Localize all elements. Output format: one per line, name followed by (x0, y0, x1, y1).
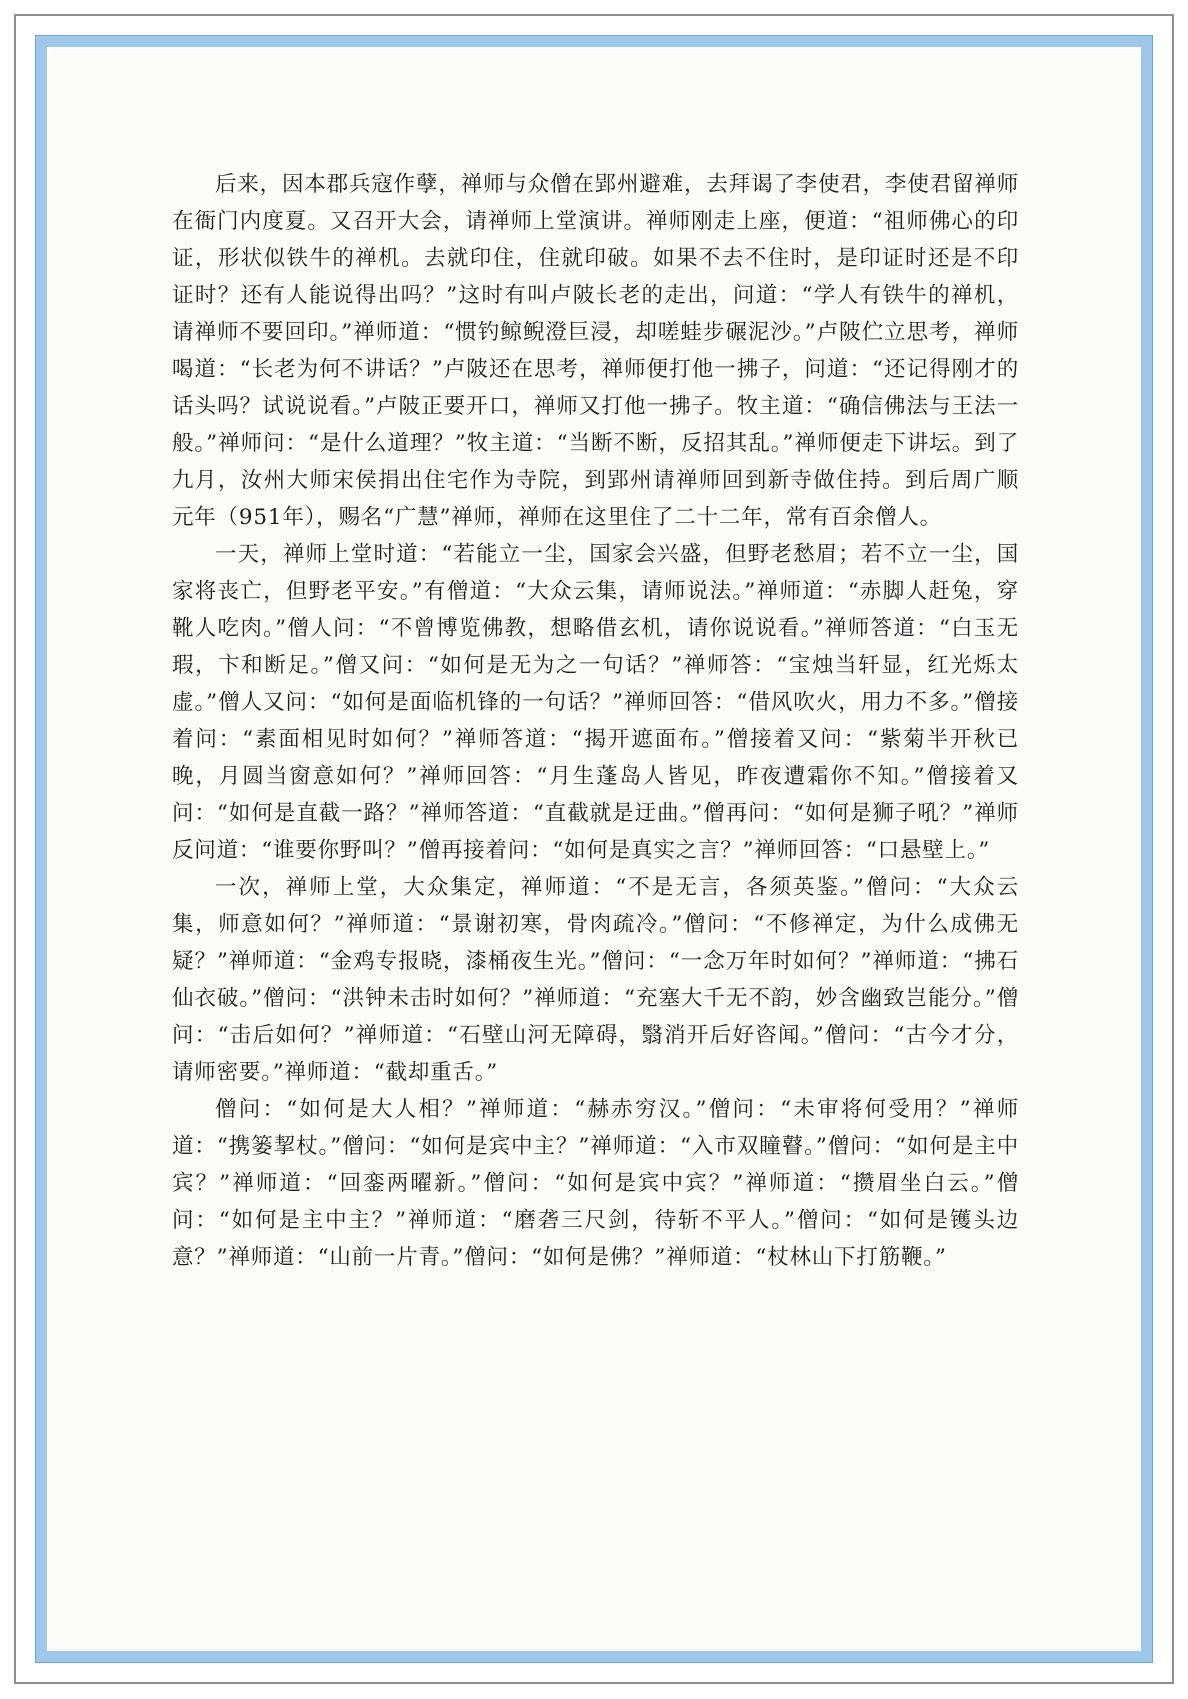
paragraph-4: 僧问：“如何是大人相？”禅师道：“赫赤穷汉。”僧问：“未审将何受用？”禅师道：“携篓挈杖。”僧问：“如何是宾中主？”禅师道：“入市双瞳瞽。”僧问：“如何是主中宾？”禅师道：“回銮两曜新。”僧问：“如何是宾中宾？”禅师道：“攒眉坐白云。”僧问：“如何是主中主？”禅师道：“磨砻三尺剑，待斩不平人。”僧问：“如何是镬头边意？”禅师道：“山前一片青。”僧问：“如何是佛？”禅师道：“杖林山下打筋鞭。” (172, 1097, 1019, 1270)
document-body (172, 166, 1019, 1276)
paragraph-2: 一天，禅师上堂时道：“若能立一尘，国家会兴盛，但野老愁眉；若不立一尘，国家将丧亡，但野老平安。”有僧道：“大众云集，请师说法。”禅师道：“赤脚人赶兔，穿靴人吃肉。”僧人问：“不曾博览佛教，想略借玄机，请你说说看。”禅师答道：“白玉无瑕，卞和断足。”僧又问：“如何是无为之一句话？”禅师答：“宝烛当轩显，红光烁太虚。”僧人又问：“如何是面临机锋的一句话？”禅师回答：“借风吹火，用力不多。”僧接着问：“素面相见时如何？”禅师答道：“揭开遮面布。”僧接着又问：“紫菊半开秋已晚，月圆当窗意如何？”禅师回答：“月生蓬岛人皆见，昨夜遭霜你不知。”僧接着又问：“如何是直截一路？”禅师答道：“直截就是迂曲。”僧再问：“如何是狮子吼？”禅师反问道：“谁要你野叫？”僧再接着问：“如何是真实之言？”禅师回答：“口悬壁上。” (172, 542, 1019, 863)
paragraph-1: 后来，因本郡兵寇作孽，禅师与众僧在郢州避难，去拜谒了李使君，李使君留禅师在衙门内度夏。又召开大会，请禅师上堂演讲。禅师刚走上座，便道：“祖师佛心的印证，形状似铁牛的禅机。去就印住，住就印破。如果不去不住时，是印证时还是不印证时？还有人能说得出吗？”这时有叫卢陂长老的走出，问道：“学人有铁牛的禅机，请禅师不要回印。”禅师道：“惯钓鲸鲵澄巨浸，却嗟蛙步碾泥沙。”卢陂伫立思考，禅师喝道：“长老为何不讲话？”卢陂还在思考，禅师便打他一拂子，问道：“还记得刚才的话头吗？试说说看。”卢陂正要开口，禅师又打他一拂子。牧主道：“确信佛法与王法一般。”禅师问：“是什么道理？”牧主道：“当断不断，反招其乱。”禅师便走下讲坛。到了九月，汝州大师宋侯捐出住宅作为寺院，到郢州请禅师回到新寺做住持。到后周广顺元年（951年），赐名“广慧”禅师，禅师在这里住了二十二年，常有百余僧人。 (172, 172, 1019, 530)
paragraph-3: 一次，禅师上堂，大众集定，禅师道：“不是无言，各须英鉴。”僧问：“大众云集，师意如何？”禅师道：“景谢初寒，骨肉疏冷。”僧问：“不修禅定，为什么成佛无疑？”禅师道：“金鸡专报晓，漆桶夜生光。”僧问：“一念万年时如何？”禅师道：“拂石仙衣破。”僧问：“洪钟未击时如何？”禅师道：“充塞大千无不韵，妙含幽致岂能分。”僧问：“击后如何？”禅师道：“石壁山河无障碍，翳消开后好咨闻。”僧问：“古今才分，请师密要。”禅师道：“截却重舌。” (172, 875, 1019, 1085)
